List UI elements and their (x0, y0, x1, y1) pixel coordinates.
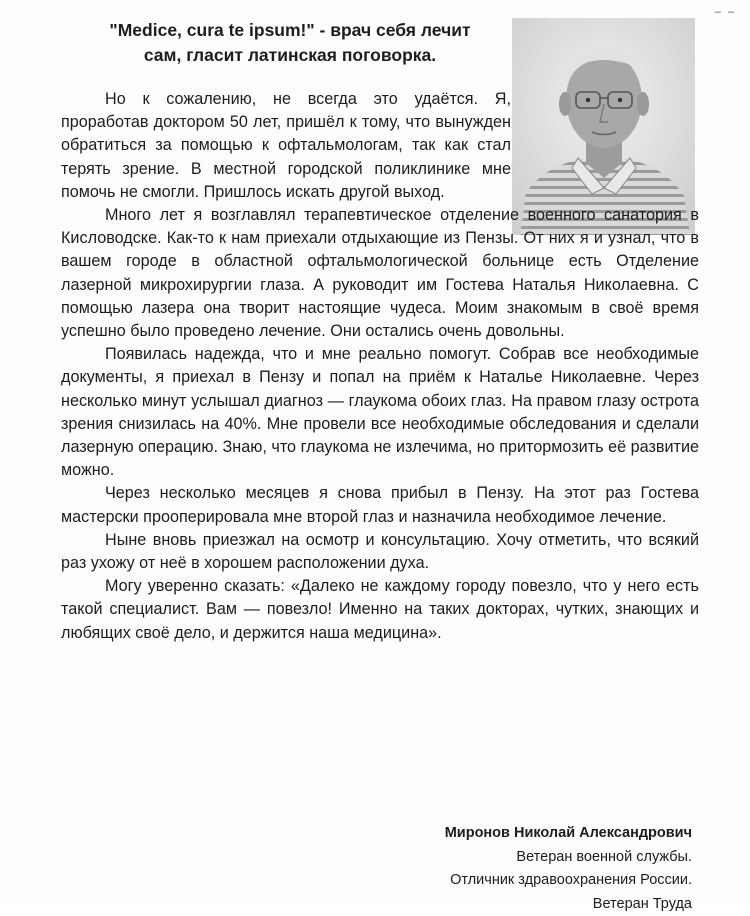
paragraph: Через несколько месяцев я снова прибыл в Пензу. На этот раз Гостева мастерски прооперировала мне второй глаз и назначила необходимое лечение. (61, 482, 699, 528)
paragraph: Ныне вновь приезжал на осмотр и консультацию. Хочу отметить, что всякий раз ухожу от неё в хорошем расположении духа. (61, 529, 699, 575)
heading-line-2: сам, гласит латинская поговорка. (70, 43, 510, 68)
corner-mark: – – (715, 6, 736, 18)
paragraph: Много лет я возглавлял терапевтическое отделение военного санатория в Кисловодске. Как-то к нам приехали отдыхающие из Пензы. От них я и узнал, что в вашем городе в областной офтальмологической больнице есть Отделение лазерной микрохирургии глаза. А руководит им Гостева Наталья Николаевна. С помощью лазера она творит настоящие чудеса. Моим знакомым в своё время успешно было проведено лечение. Они остались очень довольны. (61, 204, 699, 343)
signature-block (445, 822, 692, 916)
heading-line-1: "Medice, cura te ipsum!" - врач себя лечит (70, 18, 510, 43)
paragraph: Могу уверенно сказать: «Далеко не каждому городу повезло, что у него есть такой специалист. Вам — повезло! Именно на таких докторах, чутких, знающих и любящих своё дело, и держится наша медицина». (61, 575, 699, 645)
article-heading (70, 18, 510, 68)
author-title-3: Ветеран Труда (445, 893, 692, 916)
author-name: Миронов Николай Александрович (445, 822, 692, 846)
paragraph: Но к сожалению, не всегда это удаётся. Я, проработав доктором 50 лет, пришёл к тому, что вынужден обратиться за помощью к офтальмологам, так как стал терять зрение. В местной городской поликлинике мне помочь не смогли. Пришлось искать другой выход. (61, 88, 511, 204)
paragraph: Появилась надежда, что и мне реально помогут. Собрав все необходимые документы, я приехал в Пензу и попал на приём к Наталье Николаевне. Через несколько минут услышал диагноз — глаукома обоих глаз. На правом глазу острота зрения снизилась на 40%. Мне провели все необходимые обследования и сделали лазерную операцию. Знаю, что глаукома не излечима, но притормозить её развитие можно. (61, 343, 699, 482)
author-title-1: Ветеран военной службы. (445, 846, 692, 870)
author-title-2: Отличник здравоохранения России. (445, 869, 692, 893)
letter-body (61, 88, 699, 645)
